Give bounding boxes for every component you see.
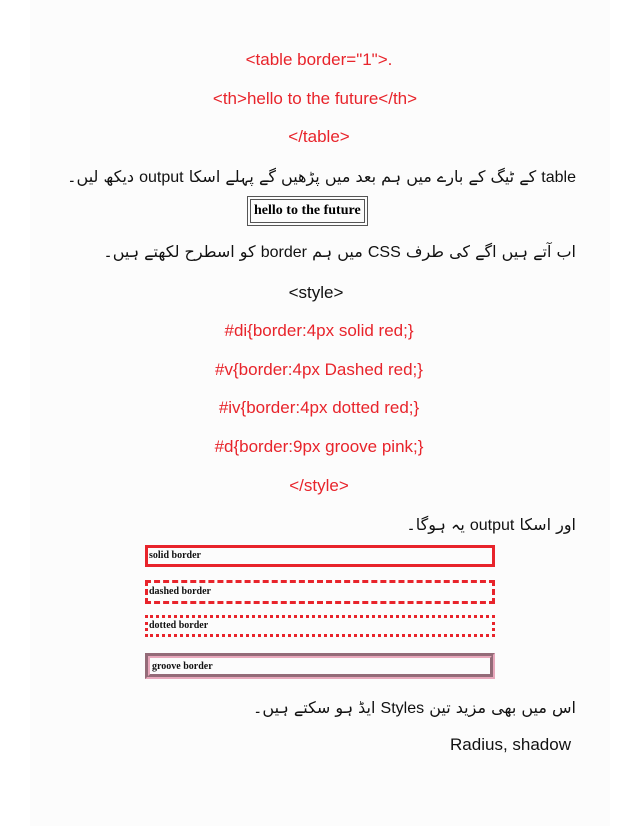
code-style-open: <style> bbox=[288, 283, 344, 302]
radius-shadow-text: Radius, shadow bbox=[450, 735, 571, 754]
code-table-close: </table> bbox=[288, 127, 350, 146]
dotted-border-box: dotted border bbox=[145, 615, 495, 637]
urdu-line-styles bbox=[253, 697, 576, 720]
urdu-line-css-text-c: کو اسطرح لکھتے ہیں۔ bbox=[103, 242, 256, 261]
urdu-line-css-text-a: اب آتے ہیں اگے کی طرف bbox=[405, 242, 576, 261]
code-css-v: #v{border:4px Dashed red;} bbox=[215, 360, 423, 379]
urdu-line-border-word: border bbox=[260, 244, 307, 261]
code-th-line: <th>hello to the future</th> bbox=[212, 89, 418, 108]
urdu-line-table-text: کے ٹیگ کے بارے میں ہم بعد میں پڑھیں گے پہلے اسکا bbox=[188, 167, 537, 186]
urdu-line-styles-text-a: اس میں بھی مزید تین bbox=[429, 698, 576, 717]
groove-border-box: groove border bbox=[145, 653, 495, 679]
urdu-line-table-intro bbox=[67, 166, 576, 189]
code-style-close: </style> bbox=[289, 476, 349, 495]
code-css-di: #di{border:4px solid red;} bbox=[224, 321, 414, 340]
urdu-line-output-word-2: output bbox=[469, 517, 515, 534]
urdu-line-output-word: output bbox=[139, 169, 184, 186]
urdu-line-css-text-b: میں ہم bbox=[312, 242, 363, 261]
table-header-cell: hello to the future bbox=[250, 199, 365, 223]
code-table-open: <table border="1">. bbox=[245, 50, 393, 69]
dashed-border-box: dashed border bbox=[145, 580, 495, 604]
urdu-line-output-intro bbox=[406, 514, 576, 537]
urdu-line-css-intro bbox=[103, 241, 576, 264]
urdu-line-table-end: دیکھ لیں۔ bbox=[67, 167, 135, 186]
urdu-line-output-text-b: یہ ہوگا۔ bbox=[406, 515, 465, 534]
code-css-d: #d{border:9px groove pink;} bbox=[214, 437, 424, 456]
urdu-line-css-word: CSS bbox=[367, 244, 401, 261]
urdu-line-styles-text-b: ایڈ ہو سکتے ہیں۔ bbox=[253, 698, 376, 717]
code-css-iv: #iv{border:4px dotted red;} bbox=[218, 398, 420, 417]
urdu-line-table-word: table bbox=[541, 169, 576, 186]
urdu-line-output-text-a: اور اسکا bbox=[519, 515, 576, 534]
solid-border-box: solid border bbox=[145, 545, 495, 567]
table-demo bbox=[247, 196, 368, 226]
urdu-line-styles-word: Styles bbox=[380, 700, 425, 717]
